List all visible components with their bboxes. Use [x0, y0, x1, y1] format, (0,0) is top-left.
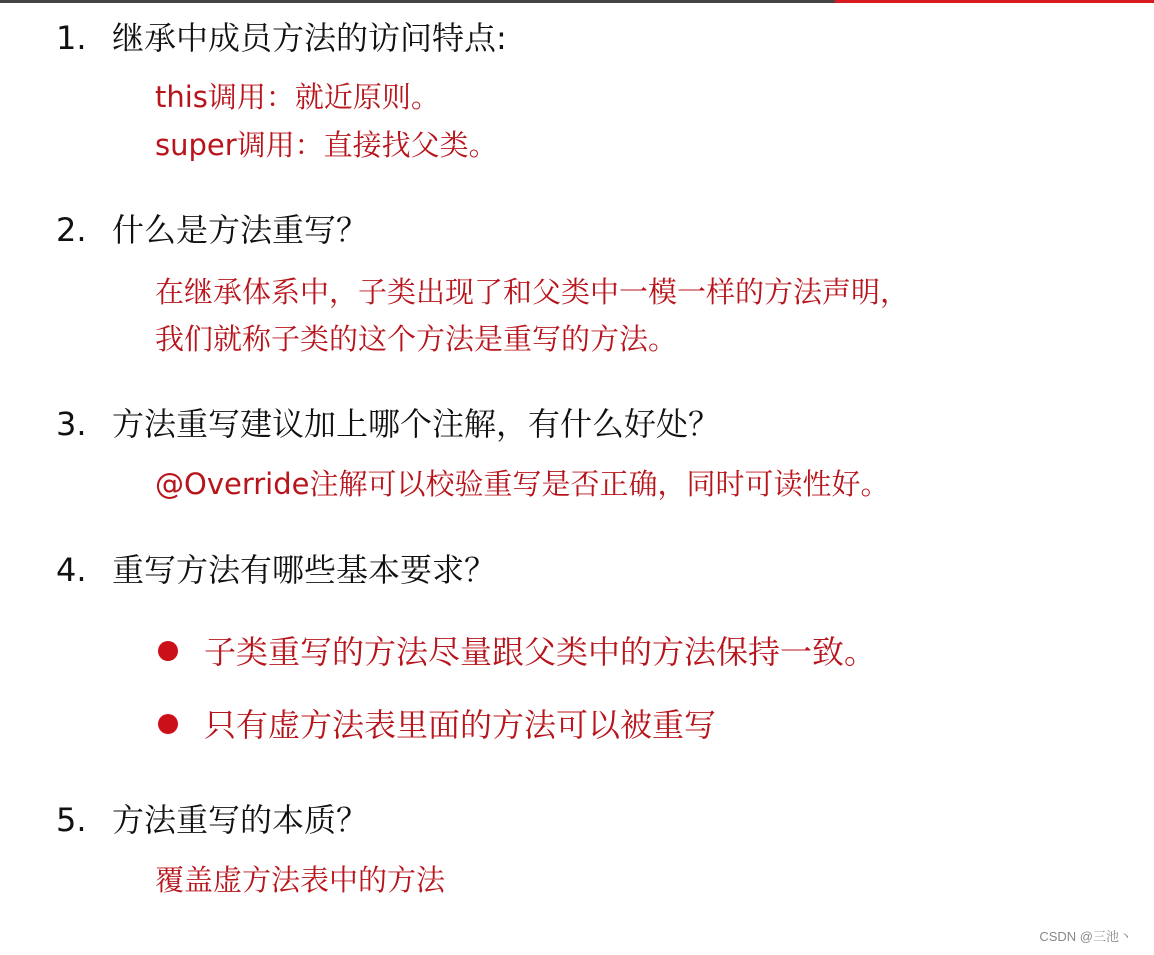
bullet-item-2-text: 只有虚方法表里面的方法可以被重写: [204, 706, 717, 744]
bullet-item-2: [158, 705, 716, 745]
question-3: [56, 404, 720, 444]
question-1-number: 1.: [56, 19, 87, 57]
question-1: [56, 18, 507, 58]
answer-2-line-2: 我们就称子类的这个方法是重写的方法。: [155, 322, 678, 356]
bullet-dot-icon: [158, 641, 178, 661]
top-border-red: [835, 0, 1154, 3]
answer-2-line-1: 在继承体系中，子类出现了和父类中一模一样的方法声明，: [155, 275, 910, 309]
answer-3-line-1: @Override注解可以校验重写是否正确，同时可读性好。: [155, 467, 890, 501]
question-4-number: 4.: [56, 551, 87, 589]
question-2-text: 什么是方法重写？: [112, 211, 369, 249]
answer-5-line-1: 覆盖虚方法表中的方法: [155, 863, 446, 897]
question-1-text: 继承中成员方法的访问特点:: [112, 19, 507, 57]
question-5-number: 5.: [56, 801, 87, 839]
answer-1-line-2: super调用：直接找父类。: [155, 128, 498, 162]
question-5-text: 方法重写的本质？: [112, 801, 369, 839]
question-5: [56, 800, 368, 840]
question-2: [56, 210, 368, 250]
question-2-number: 2.: [56, 211, 87, 249]
top-border-gray: [0, 0, 835, 3]
answer-1-line-1: this调用：就近原则。: [155, 80, 440, 114]
question-4: [56, 550, 496, 590]
question-3-number: 3.: [56, 405, 87, 443]
bullet-dot-icon: [158, 714, 178, 734]
question-4-text: 重写方法有哪些基本要求？: [112, 551, 497, 589]
bullet-item-1-text: 子类重写的方法尽量跟父类中的方法保持一致。: [204, 633, 877, 671]
question-3-text: 方法重写建议加上哪个注解，有什么好处？: [112, 405, 721, 443]
bullet-item-1: [158, 632, 876, 672]
csdn-watermark: CSDN @三池丶: [1039, 929, 1132, 944]
